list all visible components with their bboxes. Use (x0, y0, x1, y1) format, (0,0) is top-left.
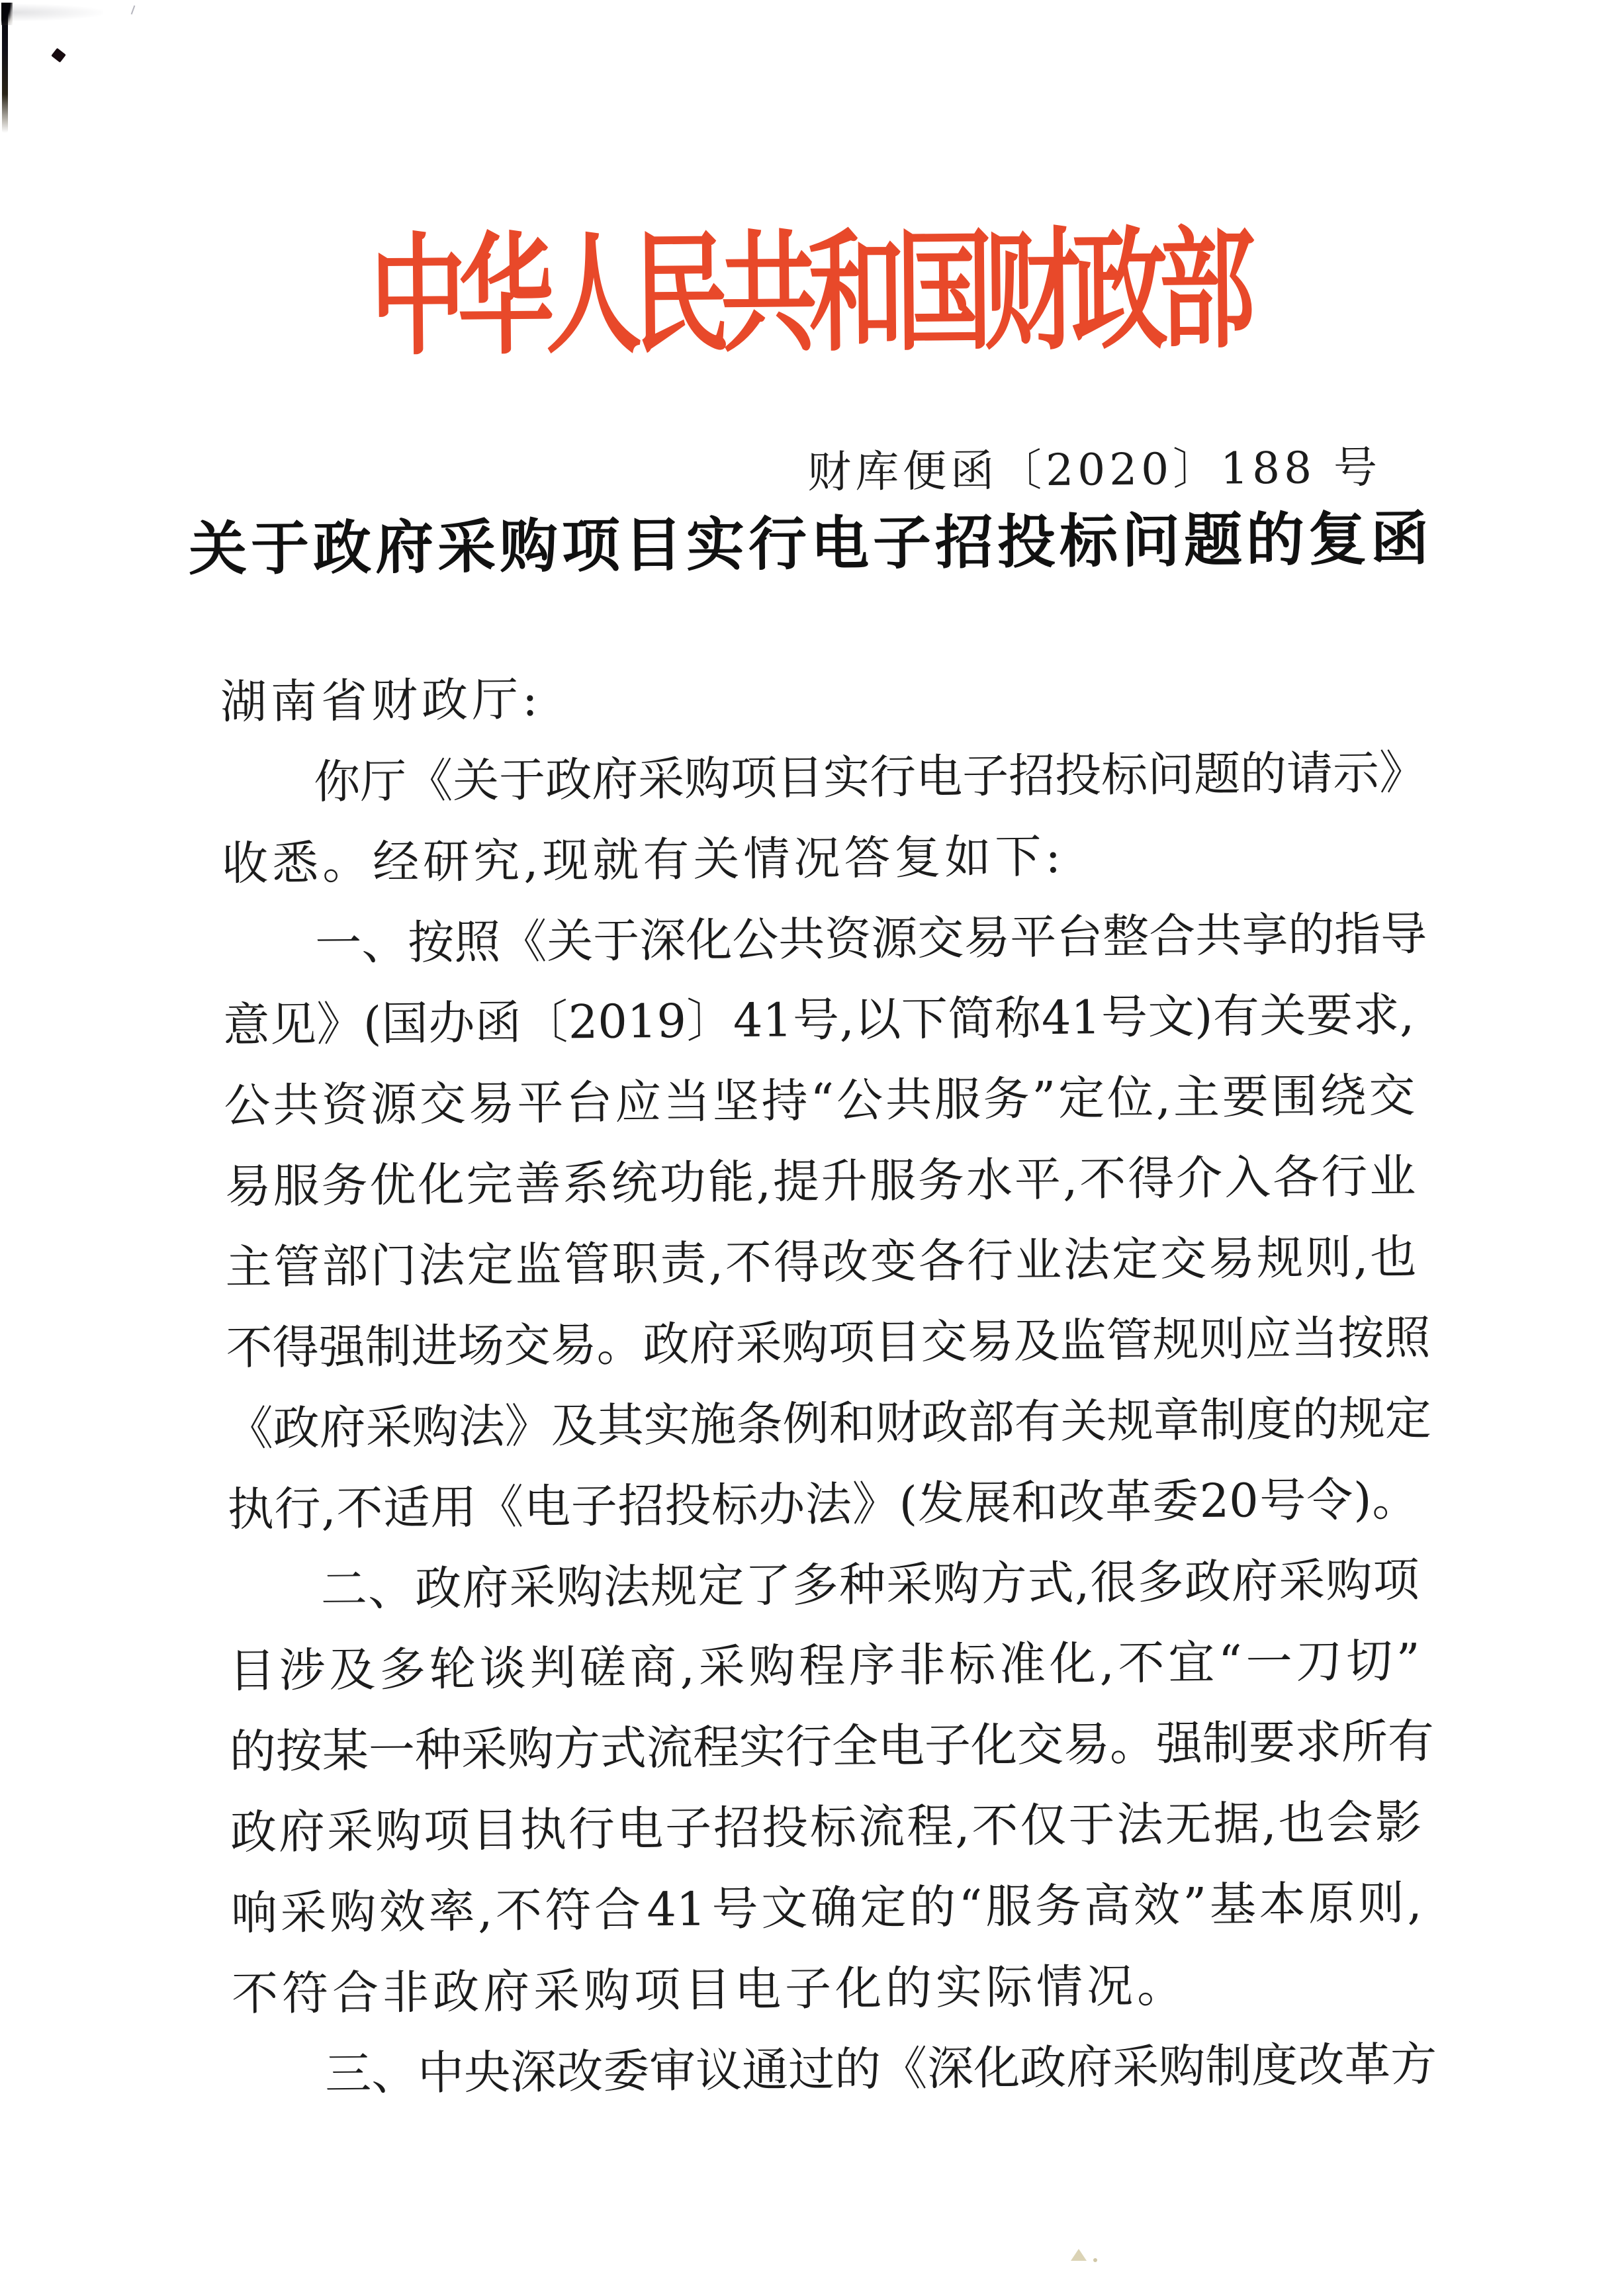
body-line: 执 行 , 不 适 用 《 电 子 招 投 标 办 法 》 ( 发 展 和 改 革 委 20 号 令 ) 。 (227, 1472, 1419, 1537)
body-line: 二 、 政 府 采 购 法 规 定 了 多 种 采 购 方 式 , 很 多 政 府 采 购 项 (320, 1553, 1420, 1617)
body-line: 不符合非政府采购项目电子化的实际情况。 (231, 1958, 1188, 2021)
body-line: 易 服 务 优 化 完 善 系 统 功 能 , 提 升 服 务 水 平 , 不 得 介 入 各 行 业 (224, 1149, 1416, 1214)
body-line: 三 、 中 央 深 改 委 审 议 通 过 的 《 深 化 政 府 采 购 制 度 改 革 方 (324, 2036, 1437, 2101)
body-line: 响 采 购 效 率 , 不 符 合 41 号 文 确 定 的 “ 服 务 高 效 ” 基 本 原 则 , (230, 1876, 1423, 1940)
letterhead-org-name: 中华人民共和国财政部 (369, 213, 1248, 374)
body-line: 不 得 强 制 进 场 交 易 。 政 府 采 购 项 目 交 易 及 监 管 规 则 应 当 按 照 (226, 1310, 1431, 1375)
body-line: 一 、 按 照 《 关 于 深 化 公 共 资 源 交 易 平 台 整 合 共 享 的 指 导 (314, 906, 1427, 971)
body-line: 的 按 某 一 种 采 购 方 式 流 程 实 行 全 电 子 化 交 易 。 强 制 要 求 所 有 (229, 1713, 1435, 1779)
document-number: 财库便函〔2020〕188 号 (807, 441, 1382, 498)
body-line: 公 共 资 源 交 易 平 台 应 当 坚 持 “ 公 共 服 务 ” 定 位 , 主 要 围 绕 交 (224, 1068, 1416, 1133)
body-line: 湖南省财政厅: (220, 672, 543, 729)
body-line: 你 厅 《 关 于 政 府 采 购 项 目 实 行 电 子 招 投 标 问 题 的 请 示 》 (313, 745, 1426, 809)
document-title: 关于政府采购项目实行电子招投标问题的复函 (188, 503, 1433, 584)
body-line: 意 见 》 ( 国 办 函 〔 2019 〕 41 号 , 以 下 简 称 41 号 文 ) 有 关 要 求 , (222, 987, 1415, 1052)
body-line: 《 政 府 采 购 法 》 及 其 实 施 条 例 和 财 政 部 有 关 规 章 制 度 的 规 定 (226, 1390, 1431, 1456)
body-line: 政 府 采 购 项 目 执 行 电 子 招 投 标 流 程 , 不 仅 于 法 无 据 , 也 会 影 (230, 1795, 1422, 1860)
body-line: 收悉。经研究,现就有关情况答复如下: (221, 829, 1065, 891)
body-text (220, 651, 1437, 2115)
body-line: 目 涉 及 多 轮 谈 判 磋 商 , 采 购 程 序 非 标 准 化 , 不 宜 “ 一 刀 切 ” (228, 1633, 1421, 1698)
body-line: 主 管 部 门 法 定 监 管 职 责 , 不 得 改 变 各 行 业 法 定 交 易 规 则 , 也 (225, 1230, 1417, 1295)
